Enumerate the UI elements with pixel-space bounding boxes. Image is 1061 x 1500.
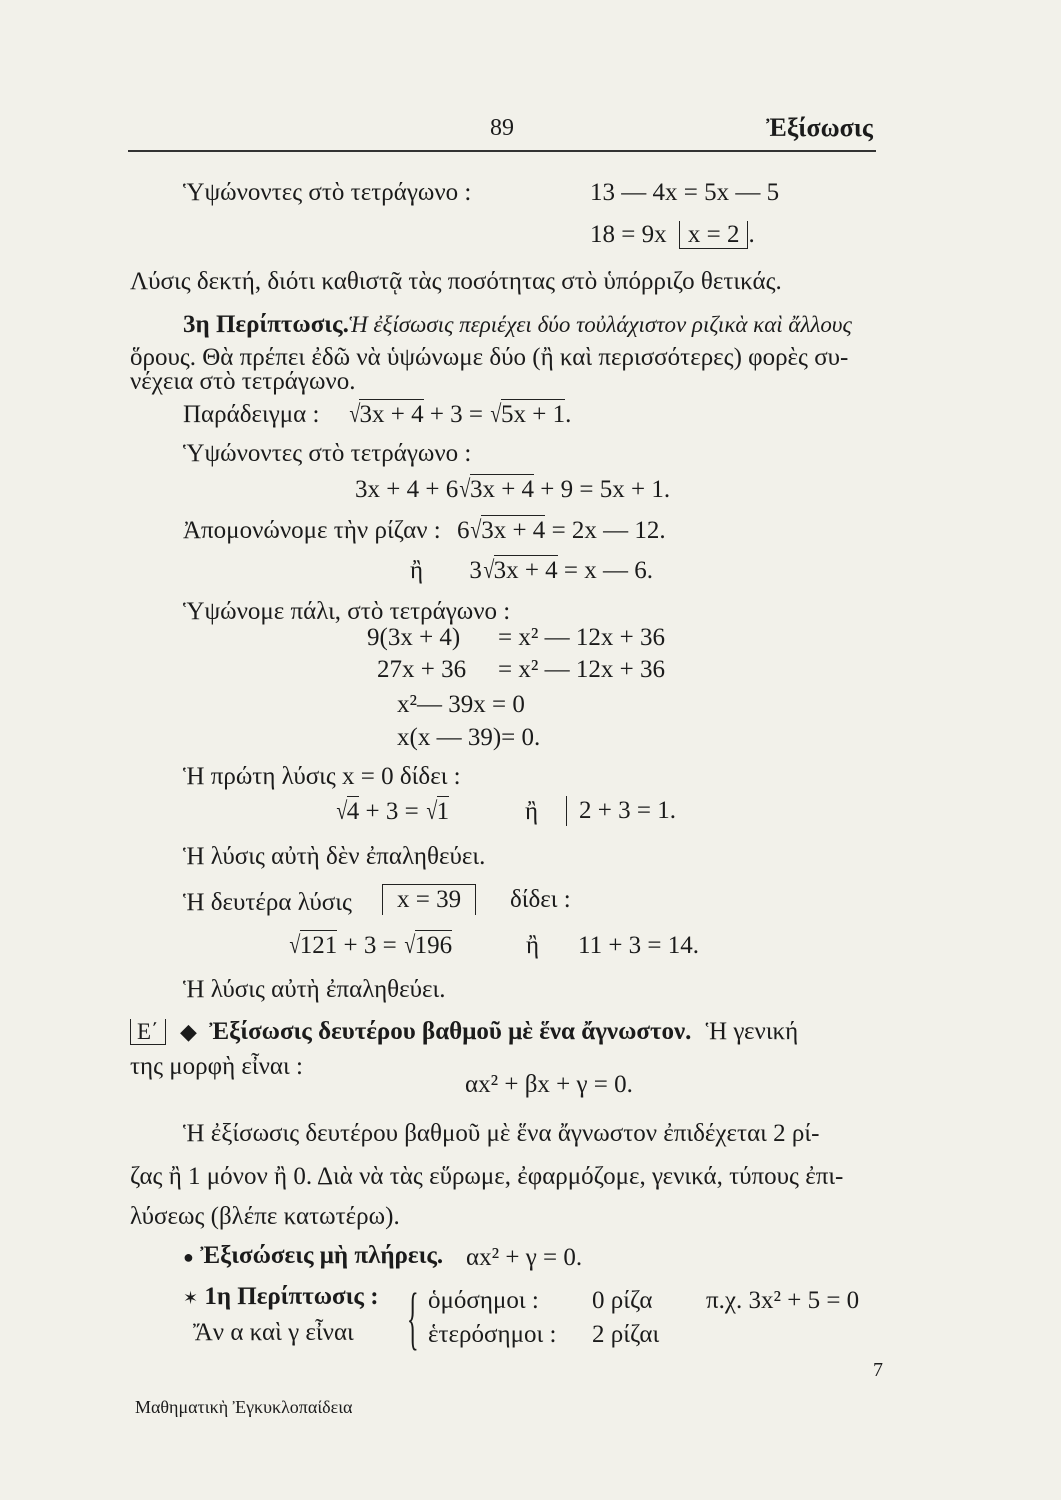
- text-line: Ὑψώνοντες στὸ τετράγωνο :: [183, 179, 472, 206]
- case-heading: [183, 1282, 379, 1313]
- star-icon: ✶: [183, 1288, 199, 1308]
- equation: αx² + γ = 0.: [466, 1244, 583, 1271]
- case-text: Ἡ ἐξίσωσις περιέχει δύο τοὐλάχιστον ριζικὰ καὶ ἄλλους: [348, 312, 852, 337]
- equation-part: 3x + 4 + 6: [355, 476, 459, 503]
- text-line: ὅρους. Θὰ πρέπει ἐδῶ νὰ ὑψώνωμε δύο (ἢ καὶ περισσότερες) φορὲς συ-: [130, 344, 849, 371]
- equation-part: + 9 = 5x + 1.: [540, 476, 671, 503]
- sqrt-icon: √: [483, 557, 495, 584]
- equation: [590, 220, 755, 250]
- equation-line: [335, 797, 449, 827]
- text-line: Ἡ δευτέρα λύσις: [183, 889, 352, 916]
- case-label: 1η Περίπτωσις :: [204, 1283, 379, 1310]
- radicand: 121: [299, 932, 338, 959]
- section-text: Ἡ γενική: [705, 1018, 799, 1045]
- equation-label: Ἀπομονώνομε τὴν ρίζαν :: [183, 517, 441, 544]
- header-rule: [128, 150, 876, 152]
- section-heading: [130, 1017, 798, 1047]
- period: .: [748, 221, 755, 248]
- brace-icon: {: [406, 1280, 419, 1357]
- period: .: [565, 401, 572, 428]
- conjunction: ἢ: [526, 932, 540, 959]
- sqrt-icon: √: [490, 401, 502, 428]
- bullet-icon: ●: [183, 1247, 194, 1267]
- running-header: Ἐξίσωσις: [766, 113, 873, 142]
- equation-part: = 2x — 12.: [551, 517, 666, 544]
- equation-part: 6: [456, 517, 470, 544]
- radicand: 196: [414, 932, 453, 959]
- equation-line: [410, 556, 653, 586]
- radicand: 3x + 4: [469, 476, 535, 503]
- equation-line: [183, 516, 666, 546]
- conjunction: ἢ: [410, 557, 424, 584]
- check-result: 11 + 3 = 14.: [578, 932, 700, 959]
- section-title: Ἐξίσωσις δευτέρου βαθμοῦ μὲ ἕνα ἄγνωστον.: [209, 1018, 692, 1045]
- case-condition: ὁμόσημοι :: [428, 1287, 539, 1314]
- equation-lhs: 27x + 36: [377, 656, 467, 683]
- text-line: Ἄν α καὶ γ εἶναι: [193, 1319, 354, 1346]
- example-equation: π.χ. 3x² + 5 = 0: [706, 1287, 860, 1314]
- equation-lhs: 9(3x + 4): [367, 624, 461, 651]
- radicand: 3x + 4: [481, 517, 546, 544]
- text-line: Ὑψώνομε πάλι, στὸ τετράγωνο :: [183, 598, 511, 625]
- case-condition: ἑτερόσημοι :: [428, 1321, 557, 1348]
- equation-part: + 3 =: [365, 798, 419, 825]
- case-label: 3η Περίπτωσις.: [183, 311, 349, 338]
- example-line: [183, 400, 571, 430]
- case-result: 2 ρίζαι: [592, 1321, 660, 1348]
- equation: [355, 475, 670, 505]
- footer-title: Μαθηματικὴ Ἐγκυκλοπαίδεια: [135, 1397, 353, 1417]
- sqrt-icon: √: [459, 476, 471, 503]
- sqrt-icon: √: [349, 401, 361, 428]
- subheading: [183, 1241, 443, 1272]
- equation-part: = x — 6.: [563, 557, 654, 584]
- example-label: Παράδειγμα :: [183, 401, 320, 428]
- subheading-text: Ἐξισώσεις μὴ πλήρεις.: [200, 1242, 444, 1269]
- check-result: 2 + 3 = 1.: [566, 796, 676, 826]
- sqrt-icon: √: [289, 932, 301, 959]
- equation: x²— 39x = 0: [397, 691, 525, 718]
- radicand: 3x + 4: [493, 557, 558, 584]
- signature-mark: 7: [873, 1359, 883, 1381]
- conjunction: ἢ: [525, 798, 539, 825]
- radicand: 1: [436, 798, 450, 825]
- text-line: λύσεως (βλέπε κατωτέρω).: [130, 1203, 400, 1230]
- text-line: δίδει :: [510, 886, 571, 913]
- equation-part: + 3 =: [343, 932, 397, 959]
- radicand: 5x + 1: [501, 401, 566, 428]
- sqrt-icon: √: [404, 932, 416, 959]
- boxed-solution: x = 2: [679, 221, 749, 249]
- text-line: της μορφὴ εἶναι :: [130, 1053, 303, 1080]
- text-line: Ὑψώνοντες στὸ τετράγωνο :: [183, 440, 472, 467]
- case-heading: [183, 310, 852, 340]
- equation-line: [288, 931, 452, 961]
- text-line: νέχεια στὸ τετράγωνο.: [130, 368, 356, 395]
- text-line: Λύσις δεκτή, διότι καθιστᾷ τὰς ποσότητας στὸ ὑπόρριζο θετικάς.: [130, 268, 782, 295]
- equation-rhs: = x² — 12x + 36: [498, 656, 665, 683]
- equation-part: 3: [469, 557, 482, 584]
- equation: αx² + βx + γ = 0.: [465, 1071, 633, 1098]
- boxed-solution: x = 39: [382, 884, 476, 915]
- equation-part: 18 = 9x: [590, 221, 667, 248]
- equation: 13 — 4x = 5x — 5: [590, 179, 780, 206]
- equation-part: + 3 =: [429, 401, 484, 428]
- equation: x(x — 39)= 0.: [397, 724, 541, 751]
- text-line: Ἡ λύσις αὐτὴ ἐπαληθεύει.: [183, 976, 446, 1003]
- radicand: 4: [346, 798, 360, 825]
- text-line: Ἡ ἐξίσωσις δευτέρου βαθμοῦ μὲ ἕνα ἄγνωστον ἐπιδέχεται 2 ρί-: [183, 1120, 820, 1147]
- case-result: 0 ρίζα: [592, 1287, 653, 1314]
- text-line: Ἡ λύσις αὐτὴ δὲν ἐπαληθεύει.: [183, 843, 486, 870]
- sqrt-icon: √: [470, 517, 482, 544]
- equation-rhs: = x² — 12x + 36: [498, 624, 665, 651]
- radicand: 3x + 4: [359, 401, 424, 428]
- text-line: Ἡ πρώτη λύσις x = 0 δίδει :: [183, 763, 461, 790]
- page-number: 89: [490, 115, 514, 141]
- sqrt-icon: √: [336, 798, 348, 825]
- sqrt-icon: √: [426, 798, 438, 825]
- section-label: Ε΄: [130, 1019, 166, 1045]
- text-line: ζας ἢ 1 μόνον ἢ 0. Διὰ νὰ τὰς εὕρωμε, ἐφαρμόζομε, γενικά, τύπους ἐπι-: [130, 1163, 844, 1190]
- diamond-icon: ◆: [179, 1019, 197, 1044]
